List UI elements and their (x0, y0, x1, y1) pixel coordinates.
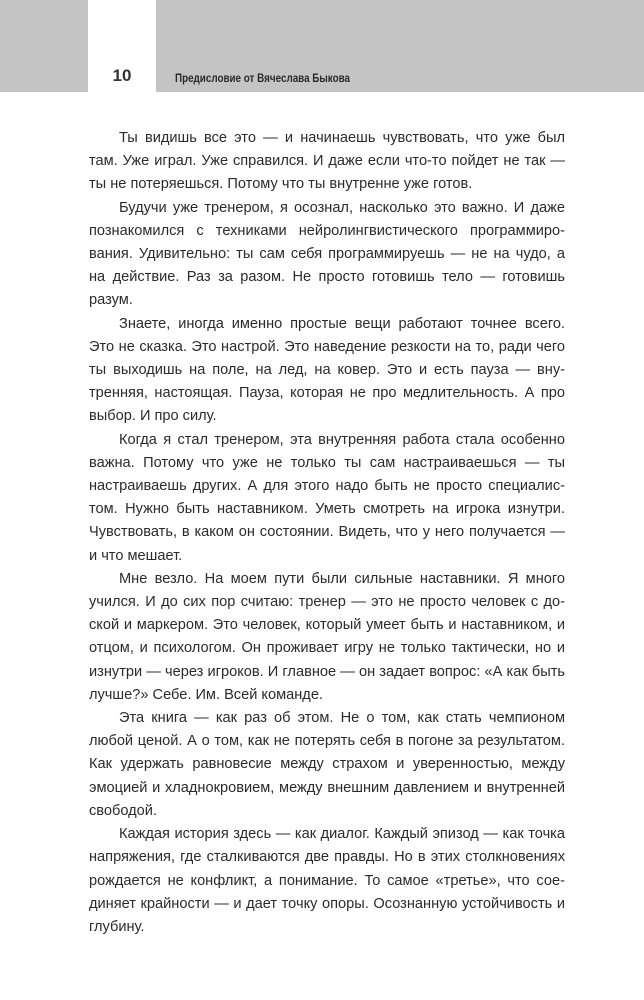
paragraph: Эта книга — как раз об этом. Не о том, как стать чемпионом любой ценой. А о том, как не потерять себя в погоне за результатом. Как удержать равновесие между страхом и уверенностью, между эмоцией и хладнокровием, между внешним давлением и внутренней свободой. (89, 710, 565, 819)
paragraph: Когда я стал тренером, эта внутренняя работа стала особенно важна. Потому что уже не только ты сам настраиваешься — ты настраиваешь других. А для этого надо быть не просто специалистом. Нужно быть наставником. Уметь смотреть на игрока изнутри. Чувствовать, в каком он состоянии. Видеть, что у него получается — и что мешает. (89, 431, 565, 564)
paragraph: Знаете, иногда именно простые вещи работают точнее всего. Это не сказка. Это настрой. Это наведение резкости на то, ради чего ты выходишь на поле, на лед, на ковер. Это и есть пауза — внутренняя, настоящая. Пауза, которая не про медлительность. А про выбор. И про силу. (89, 315, 565, 425)
paragraph: Ты видишь все это — и начинаешь чувствовать, что уже был там. Уже играл. Уже справился. И даже если что-то пойдет не так — ты не потеряешься. Потому что ты внутренне уже готов. (89, 130, 565, 193)
body-text (89, 127, 565, 939)
paragraph: Мне везло. На моем пути были сильные наставники. Я много учился. И до сих пор считаю: тренер — это не просто человек с доской и маркером. Это человек, который умеет быть и наставником, и отцом, и психологом. Он проживает игру не только тактически, но и изнутри — через игроков. И главное — он задает вопрос: «А как быть лучше?» Себе. Им. Всей команде. (89, 570, 565, 703)
paragraph: Каждая история здесь — как диалог. Каждый эпизод — как точка напряжения, где сталкиваются две правды. Но в этих столкновениях рождается не конфликт, а понимание. То самое «третье», что соединяет крайности — и дает точку опоры. Осознанную устойчивость и глубину. (89, 826, 565, 935)
page-number: 10 (112, 66, 132, 85)
paragraph: Будучи уже тренером, я осознал, насколько это важно. И даже познакомился с техниками нейролингвистического программирования. Удивительно: ты сам себя программируешь — не на чудо, а на действие. Раз за разом. Не просто готовишь тело — готовишь разум. (89, 199, 565, 309)
running-head: Предисловие от Вячеслава Быкова (175, 71, 350, 85)
